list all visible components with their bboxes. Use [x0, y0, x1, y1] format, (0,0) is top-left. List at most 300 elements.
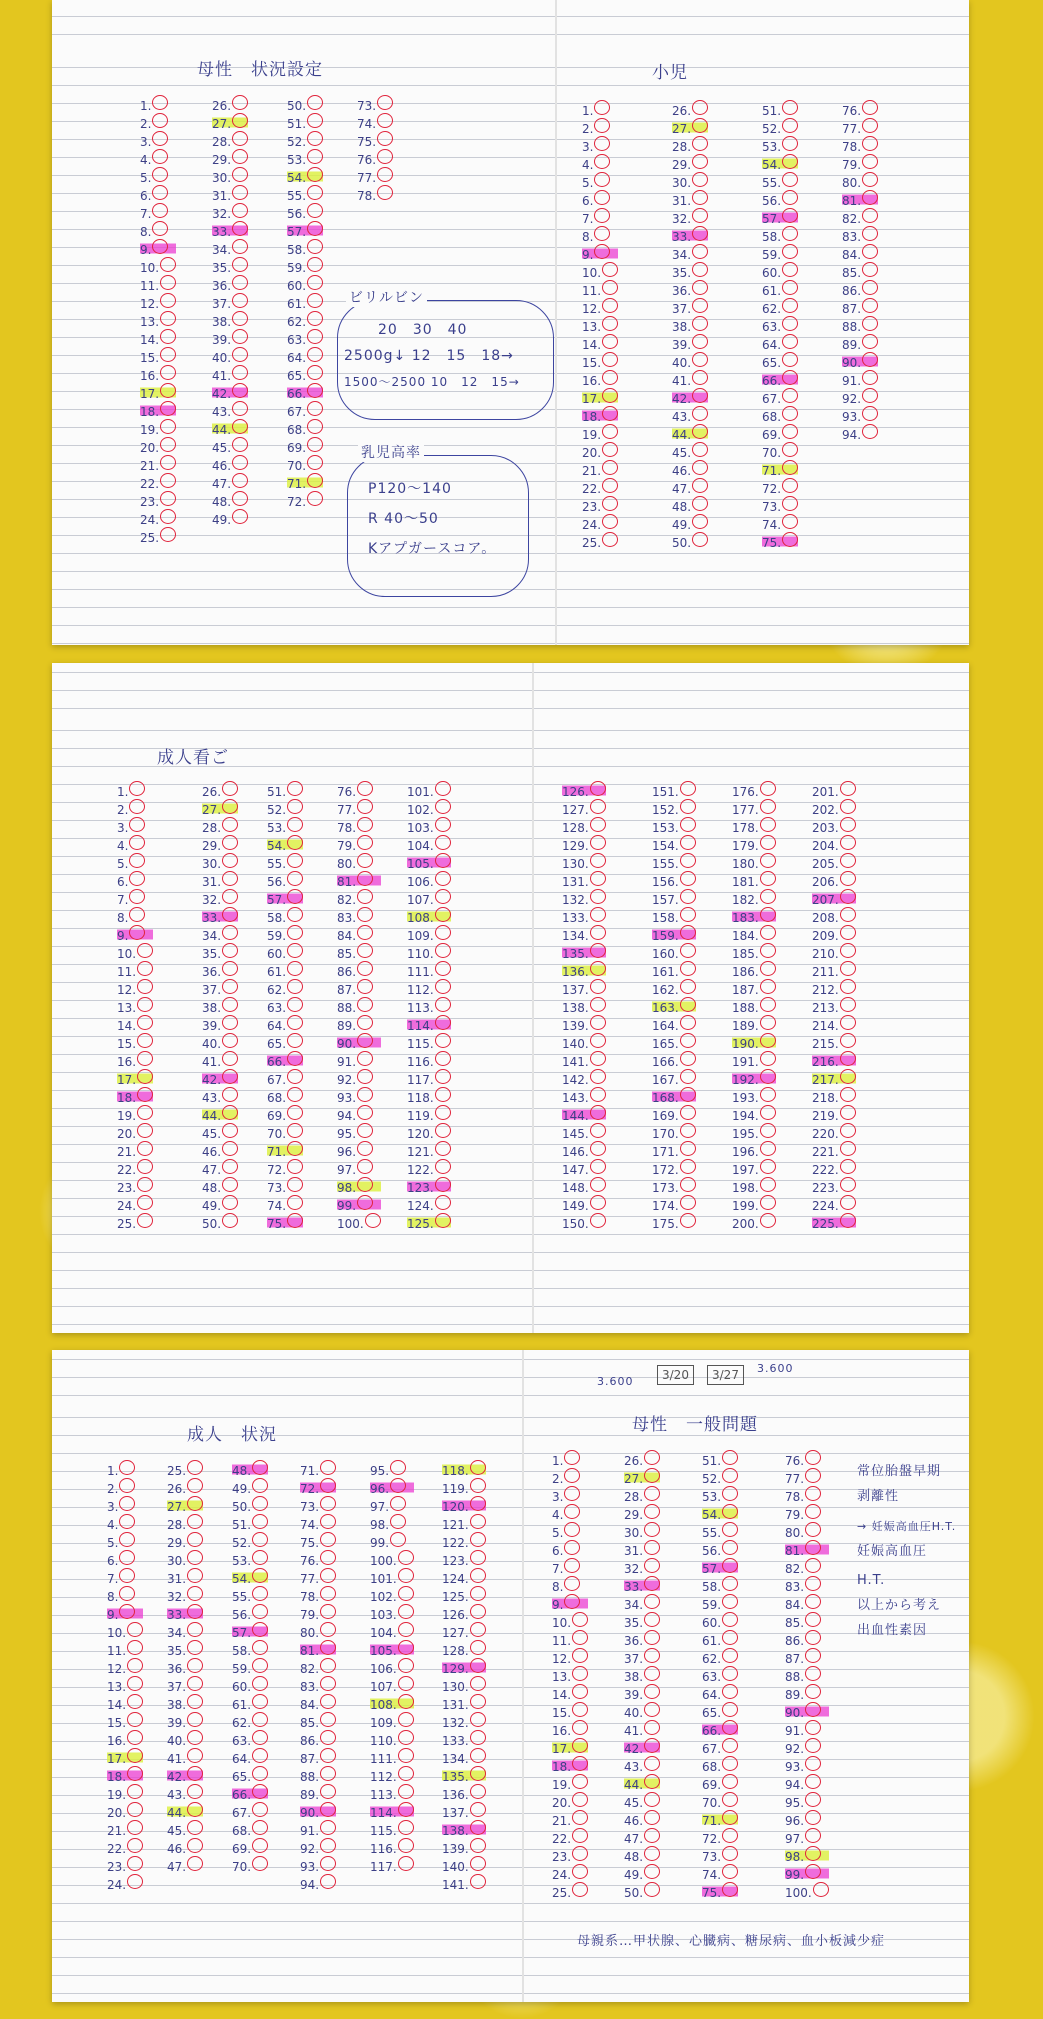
answer-circle	[590, 1141, 606, 1156]
question-number: 55.	[232, 1590, 252, 1604]
answer-row	[357, 95, 393, 113]
answer-row	[442, 1496, 486, 1514]
answer-circle	[435, 889, 451, 904]
answer-row	[300, 1496, 336, 1514]
answer-circle	[590, 853, 606, 868]
question-number: 19.	[552, 1778, 572, 1792]
question-number: 57.	[762, 212, 782, 226]
question-number: 20.	[107, 1806, 127, 1820]
question-number: 123.	[407, 1181, 434, 1195]
answer-row	[624, 1774, 660, 1792]
answer-circle	[222, 979, 238, 994]
question-number: 132.	[442, 1716, 469, 1730]
answer-row	[370, 1568, 414, 1586]
answer-circle	[644, 1630, 660, 1645]
answer-row	[407, 1213, 451, 1231]
answer-circle	[840, 781, 856, 796]
question-number: 9.	[582, 248, 594, 262]
answer-row	[267, 979, 303, 997]
answer-circle	[644, 1738, 660, 1753]
answer-circle	[805, 1756, 821, 1771]
answer-row	[562, 871, 606, 889]
question-number: 105.	[407, 857, 434, 871]
answer-circle	[187, 1586, 203, 1601]
answer-circle	[398, 1766, 414, 1781]
answer-circle	[357, 889, 373, 904]
question-number: 13.	[107, 1680, 127, 1694]
answer-circle	[722, 1684, 738, 1699]
answer-circle	[692, 406, 708, 421]
answer-row	[140, 365, 176, 383]
answer-circle	[232, 95, 248, 110]
answer-row	[562, 1069, 606, 1087]
question-number: 96.	[337, 1145, 357, 1159]
answer-circle	[722, 1720, 738, 1735]
answer-row	[442, 1784, 486, 1802]
question-number: 51.	[702, 1454, 722, 1468]
question-number: 223.	[812, 1181, 839, 1195]
side-note-line: 出血性素因	[857, 1623, 928, 1638]
answer-circle	[232, 293, 248, 308]
answer-circle	[590, 781, 606, 796]
answer-circle	[287, 1087, 303, 1102]
question-number: 61.	[232, 1698, 252, 1712]
question-number: 66.	[702, 1724, 722, 1738]
question-number: 119.	[442, 1482, 469, 1496]
answer-circle	[137, 1195, 153, 1210]
answer-column	[117, 781, 153, 1231]
answer-row	[624, 1720, 660, 1738]
question-number: 49.	[672, 518, 692, 532]
answer-row	[140, 311, 176, 329]
answer-circle	[137, 1177, 153, 1192]
answer-circle	[127, 1874, 143, 1889]
answer-circle	[590, 1177, 606, 1192]
question-number: 76.	[300, 1554, 320, 1568]
answer-circle	[287, 1105, 303, 1120]
answer-circle	[805, 1828, 821, 1843]
question-number: 63.	[267, 1001, 287, 1015]
answer-row	[407, 997, 451, 1015]
answer-row	[562, 889, 606, 907]
question-number: 48.	[212, 495, 232, 509]
answer-circle	[722, 1450, 738, 1465]
answer-circle	[127, 1856, 143, 1871]
question-number: 29.	[212, 153, 232, 167]
answer-circle	[644, 1666, 660, 1681]
answer-circle	[435, 1015, 451, 1030]
answer-circle	[644, 1522, 660, 1537]
answer-row	[762, 280, 798, 298]
question-number: 78.	[785, 1490, 805, 1504]
question-number: 96.	[785, 1814, 805, 1828]
question-number: 70.	[267, 1127, 287, 1141]
answer-row	[702, 1702, 738, 1720]
answer-row	[652, 1195, 696, 1213]
answer-circle	[590, 1123, 606, 1138]
answer-circle	[840, 889, 856, 904]
answer-circle	[252, 1820, 268, 1835]
answer-row	[732, 1105, 776, 1123]
answer-row	[652, 943, 696, 961]
answer-circle	[307, 113, 323, 128]
question-number: 59.	[267, 929, 287, 943]
answer-row	[117, 1105, 153, 1123]
answer-circle	[680, 1123, 696, 1138]
answer-circle	[680, 1105, 696, 1120]
answer-row	[552, 1630, 588, 1648]
question-number: 61.	[267, 965, 287, 979]
answer-circle	[602, 406, 618, 421]
answer-circle	[129, 799, 145, 814]
question-number: 31.	[672, 194, 692, 208]
answer-row	[842, 208, 878, 226]
answer-circle	[152, 185, 168, 200]
question-number: 107.	[407, 893, 434, 907]
answer-row	[652, 799, 696, 817]
answer-row	[212, 113, 248, 131]
answer-row	[732, 817, 776, 835]
answer-circle	[320, 1766, 336, 1781]
question-number: 55.	[287, 189, 307, 203]
answer-row	[552, 1882, 588, 1900]
answer-row	[732, 1087, 776, 1105]
answer-circle	[602, 496, 618, 511]
answer-row	[562, 1213, 606, 1231]
question-number: 43.	[624, 1760, 644, 1774]
question-number: 101.	[370, 1572, 397, 1586]
question-number: 171.	[652, 1145, 679, 1159]
answer-circle	[680, 781, 696, 796]
answer-row	[812, 1123, 856, 1141]
question-number: 128.	[442, 1644, 469, 1658]
answer-row	[300, 1856, 336, 1874]
answer-circle	[398, 1694, 414, 1709]
answer-row	[582, 280, 618, 298]
question-number: 63.	[287, 333, 307, 347]
answer-circle	[232, 113, 248, 128]
answer-circle	[590, 1195, 606, 1210]
answer-circle	[222, 1033, 238, 1048]
question-number: 203.	[812, 821, 839, 835]
question-number: 14.	[107, 1698, 127, 1712]
answer-row	[672, 298, 708, 316]
answer-circle	[137, 1105, 153, 1120]
answer-circle	[594, 154, 610, 169]
answer-circle	[357, 1195, 373, 1210]
answer-row	[167, 1568, 203, 1586]
question-number: 103.	[407, 821, 434, 835]
answer-row	[442, 1586, 486, 1604]
question-number: 1.	[582, 104, 594, 118]
question-number: 20.	[582, 446, 602, 460]
answer-row	[785, 1666, 829, 1684]
question-number: 32.	[202, 893, 222, 907]
question-number: 18.	[582, 410, 602, 424]
question-number: 133.	[442, 1734, 469, 1748]
answer-circle	[602, 316, 618, 331]
answer-circle	[782, 208, 798, 223]
answer-circle	[307, 275, 323, 290]
question-number: 49.	[212, 513, 232, 527]
answer-circle	[594, 136, 610, 151]
answer-circle	[377, 131, 393, 146]
answer-row	[107, 1874, 143, 1892]
answer-circle	[782, 262, 798, 277]
answer-row	[232, 1514, 268, 1532]
answer-circle	[160, 491, 176, 506]
question-number: 124.	[442, 1572, 469, 1586]
answer-row	[140, 383, 176, 401]
answer-circle	[602, 478, 618, 493]
question-number: 36.	[167, 1662, 187, 1676]
question-number: 68.	[287, 423, 307, 437]
answer-row	[300, 1514, 336, 1532]
question-number: 78.	[300, 1590, 320, 1604]
question-number: 52.	[702, 1472, 722, 1486]
answer-row	[652, 871, 696, 889]
question-number: 8.	[107, 1590, 119, 1604]
question-number: 69.	[702, 1778, 722, 1792]
answer-row	[107, 1712, 143, 1730]
question-number: 44.	[624, 1778, 644, 1792]
answer-circle	[127, 1766, 143, 1781]
stamp-note-right: 3.600	[757, 1362, 794, 1375]
answer-circle	[287, 1051, 303, 1066]
answer-circle	[252, 1658, 268, 1673]
answer-row	[140, 437, 176, 455]
answer-circle	[470, 1640, 486, 1655]
answer-circle	[127, 1730, 143, 1745]
answer-row	[842, 370, 878, 388]
answer-circle	[232, 455, 248, 470]
question-number: 14.	[582, 338, 602, 352]
answer-circle	[644, 1540, 660, 1555]
answer-circle	[692, 478, 708, 493]
answer-circle	[119, 1478, 135, 1493]
answer-row	[552, 1648, 588, 1666]
answer-circle	[470, 1838, 486, 1853]
answer-row	[552, 1846, 588, 1864]
answer-row	[407, 907, 451, 925]
answer-row	[407, 961, 451, 979]
answer-row	[702, 1684, 738, 1702]
answer-circle	[320, 1712, 336, 1727]
answer-row	[300, 1784, 336, 1802]
answer-row	[702, 1774, 738, 1792]
question-number: 127.	[442, 1626, 469, 1640]
answer-row	[672, 460, 708, 478]
answer-circle	[602, 442, 618, 457]
question-number: 92.	[842, 392, 862, 406]
answer-circle	[137, 1141, 153, 1156]
question-number: 152.	[652, 803, 679, 817]
question-number: 3.	[582, 140, 594, 154]
answer-row	[732, 907, 776, 925]
answer-row	[232, 1676, 268, 1694]
side-note-line: 常位胎盤早期	[857, 1464, 942, 1479]
answer-circle	[692, 208, 708, 223]
answer-circle	[805, 1738, 821, 1753]
answer-circle	[252, 1478, 268, 1493]
answer-circle	[692, 334, 708, 349]
question-number: 49.	[202, 1199, 222, 1213]
side-note-line: 剥離性	[857, 1489, 900, 1504]
question-number: 59.	[762, 248, 782, 262]
page-title-pediatrics: 小児	[652, 63, 688, 83]
question-number: 63.	[232, 1734, 252, 1748]
answer-circle	[187, 1460, 203, 1475]
answer-row	[287, 185, 323, 203]
answer-circle	[398, 1658, 414, 1673]
answer-circle	[644, 1792, 660, 1807]
answer-row	[672, 424, 708, 442]
question-number: 87.	[337, 983, 357, 997]
question-number: 81.	[300, 1644, 320, 1658]
question-number: 41.	[672, 374, 692, 388]
question-number: 85.	[300, 1716, 320, 1730]
page-gutter	[522, 1350, 524, 2002]
answer-row	[370, 1550, 414, 1568]
answer-row	[202, 781, 238, 799]
question-number: 19.	[117, 1109, 137, 1123]
answer-circle	[320, 1550, 336, 1565]
question-number: 69.	[232, 1842, 252, 1856]
answer-circle	[222, 781, 238, 796]
answer-circle	[470, 1478, 486, 1493]
answer-circle	[602, 460, 618, 475]
question-number: 89.	[300, 1788, 320, 1802]
answer-row	[442, 1640, 486, 1658]
answer-circle	[760, 1123, 776, 1138]
bubble-line: 2500g↓ 12 15 18→	[344, 348, 514, 364]
answer-row	[267, 799, 303, 817]
answer-row	[167, 1604, 203, 1622]
answer-circle	[572, 1612, 588, 1627]
answer-circle	[287, 853, 303, 868]
question-number: 73.	[702, 1850, 722, 1864]
answer-row	[732, 1015, 776, 1033]
answer-circle	[470, 1676, 486, 1691]
answer-circle	[435, 1087, 451, 1102]
answer-circle	[307, 95, 323, 110]
question-number: 14.	[552, 1688, 572, 1702]
answer-row	[212, 293, 248, 311]
answer-row	[267, 835, 303, 853]
answer-circle	[680, 853, 696, 868]
answer-row	[785, 1486, 829, 1504]
answer-row	[582, 406, 618, 424]
answer-circle	[435, 1105, 451, 1120]
question-number: 85.	[842, 266, 862, 280]
question-number: 110.	[407, 947, 434, 961]
answer-circle	[760, 1195, 776, 1210]
question-number: 5.	[582, 176, 594, 190]
question-number: 46.	[167, 1842, 187, 1856]
answer-row	[267, 1033, 303, 1051]
answer-circle	[307, 347, 323, 362]
answer-row	[202, 1069, 238, 1087]
question-number: 12.	[552, 1652, 572, 1666]
question-number: 27.	[624, 1472, 644, 1486]
answer-row	[300, 1460, 336, 1478]
answer-row	[702, 1828, 738, 1846]
answer-circle	[782, 172, 798, 187]
question-number: 121.	[407, 1145, 434, 1159]
answer-row	[202, 889, 238, 907]
question-number: 61.	[762, 284, 782, 298]
answer-circle	[357, 835, 373, 850]
question-number: 41.	[624, 1724, 644, 1738]
answer-circle	[572, 1864, 588, 1879]
question-number: 113.	[407, 1001, 434, 1015]
question-number: 68.	[267, 1091, 287, 1105]
answer-row	[732, 889, 776, 907]
question-number: 112.	[407, 983, 434, 997]
answer-row	[167, 1856, 203, 1874]
answer-circle	[119, 1514, 135, 1529]
question-number: 6.	[107, 1554, 119, 1568]
answer-row	[842, 406, 878, 424]
answer-row	[357, 131, 393, 149]
question-number: 89.	[842, 338, 862, 352]
question-number: 23.	[552, 1850, 572, 1864]
question-number: 192.	[732, 1073, 759, 1087]
answer-row	[702, 1864, 738, 1882]
question-number: 57.	[702, 1562, 722, 1576]
answer-circle	[470, 1748, 486, 1763]
question-number: 9.	[117, 929, 129, 943]
question-number: 100.	[785, 1886, 812, 1900]
answer-row	[337, 1033, 381, 1051]
question-number: 3.	[552, 1490, 564, 1504]
answer-row	[287, 419, 323, 437]
answer-row	[785, 1576, 829, 1594]
answer-circle	[564, 1468, 580, 1483]
answer-circle	[722, 1738, 738, 1753]
answer-circle	[644, 1684, 660, 1699]
question-number: 75.	[702, 1886, 722, 1900]
answer-row	[652, 817, 696, 835]
answer-circle	[252, 1460, 268, 1475]
question-number: 205.	[812, 857, 839, 871]
question-number: 65.	[702, 1706, 722, 1720]
answer-circle	[287, 1177, 303, 1192]
question-number: 46.	[672, 464, 692, 478]
answer-row	[562, 943, 606, 961]
answer-row	[212, 473, 248, 491]
question-number: 75.	[357, 135, 377, 149]
question-number: 117.	[370, 1860, 397, 1874]
question-number: 111.	[407, 965, 434, 979]
notebook-page-3	[52, 1350, 969, 2002]
question-number: 71.	[702, 1814, 722, 1828]
answer-row	[624, 1468, 660, 1486]
question-number: 130.	[442, 1680, 469, 1694]
question-number: 53.	[762, 140, 782, 154]
question-number: 62.	[287, 315, 307, 329]
question-number: 60.	[287, 279, 307, 293]
answer-row	[167, 1694, 203, 1712]
question-number: 135.	[442, 1770, 469, 1784]
answer-circle	[692, 496, 708, 511]
answer-circle	[805, 1594, 821, 1609]
answer-circle	[470, 1568, 486, 1583]
answer-circle	[187, 1496, 203, 1511]
answer-row	[442, 1730, 486, 1748]
answer-circle	[435, 853, 451, 868]
answer-column	[562, 781, 606, 1231]
